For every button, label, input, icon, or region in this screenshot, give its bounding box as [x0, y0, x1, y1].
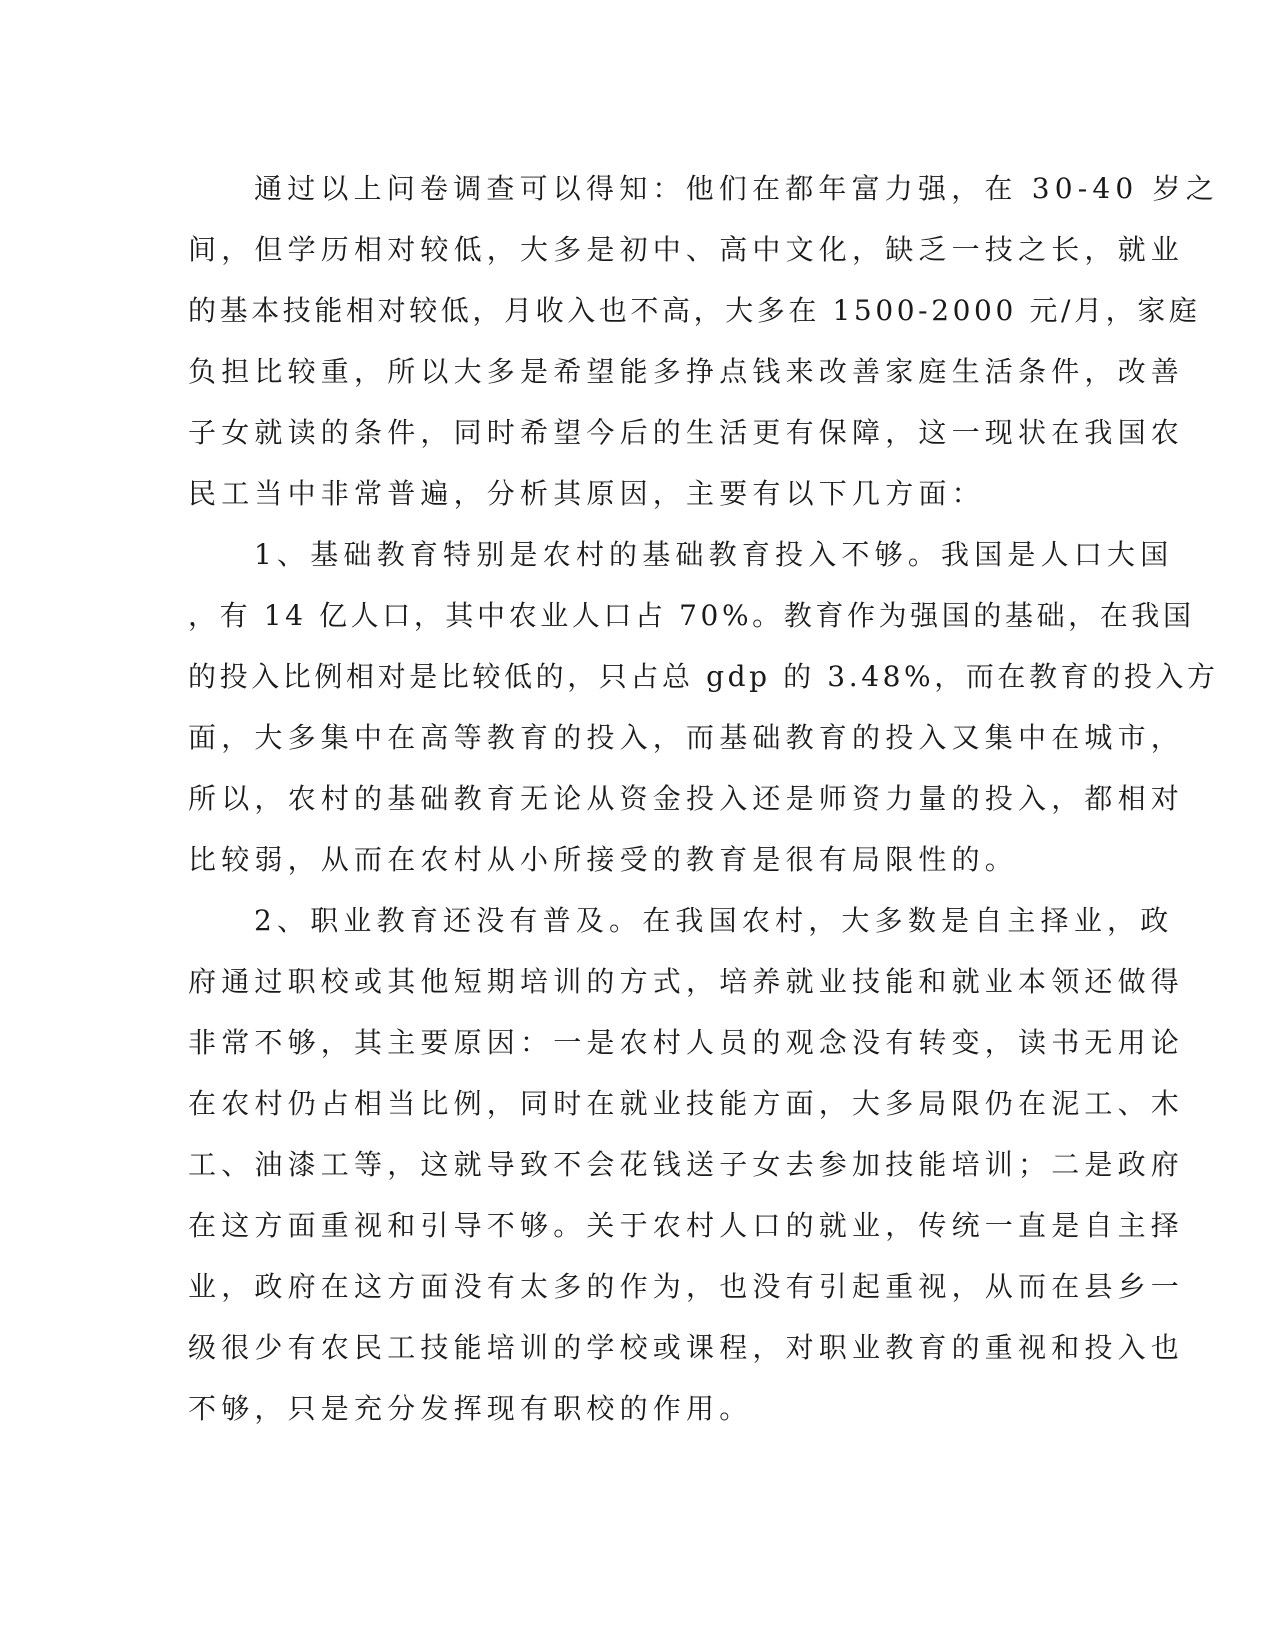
text-line: 所以，农村的基础教育无论从资金投入还是师资力量的投入，都相对 [188, 782, 1185, 815]
document-body [188, 158, 1219, 1439]
text-line: 子女就读的条件，同时希望今后的生活更有保障，这一现状在我国农 [188, 416, 1185, 449]
text-line: 负担比较重，所以大多是希望能多挣点钱来改善家庭生活条件，改善 [188, 355, 1185, 388]
text-line: 1、基础教育特别是农村的基础教育投入不够。我国是人口大国 [254, 538, 1174, 571]
text-line: 级很少有农民工技能培训的学校或课程，对职业教育的重视和投入也 [188, 1331, 1185, 1364]
text-line: 府通过职校或其他短期培训的方式，培养就业技能和就业本领还做得 [188, 965, 1185, 998]
text-line: 非常不够，其主要原因：一是农村人员的观念没有转变，读书无用论 [188, 1026, 1185, 1059]
text-line: 在农村仍占相当比例，同时在就业技能方面，大多局限仍在泥工、木 [188, 1087, 1185, 1120]
text-line: 民工当中非常普遍，分析其原因，主要有以下几方面： [188, 477, 985, 510]
text-line: 的基本技能相对较低，月收入也不高，大多在 1500-2000 元/月，家庭 [188, 294, 1201, 327]
text-line: ，有 14 亿人口，其中农业人口占 70%。教育作为强国的基础，在我国 [188, 599, 1195, 632]
paragraph-survey-findings [188, 158, 1219, 524]
paragraph-vocational-education [188, 890, 1185, 1439]
text-line: 通过以上问卷调查可以得知：他们在都年富力强，在 30-40 岁之 [254, 172, 1219, 205]
text-line: 间，但学历相对较低，大多是初中、高中文化，缺乏一技之长，就业 [188, 233, 1185, 266]
text-line: 2、职业教育还没有普及。在我国农村，大多数是自主择业，政 [254, 904, 1174, 937]
text-line: 在这方面重视和引导不够。关于农村人口的就业，传统一直是自主择 [188, 1209, 1185, 1242]
text-line: 的投入比例相对是比较低的，只占总 gdp 的 3.48%，而在教育的投入方 [188, 660, 1219, 693]
paragraph-basic-education [188, 524, 1219, 890]
text-line: 比较弱，从而在农村从小所接受的教育是很有局限性的。 [188, 843, 1019, 876]
text-line: 面，大多集中在高等教育的投入，而基础教育的投入又集中在城市， [188, 721, 1185, 754]
text-line: 工、油漆工等，这就导致不会花钱送子女去参加技能培训；二是政府 [188, 1148, 1185, 1181]
text-line: 不够，只是充分发挥现有职校的作用。 [188, 1392, 753, 1425]
text-line: 业，政府在这方面没有太多的作为，也没有引起重视，从而在县乡一 [188, 1270, 1185, 1303]
